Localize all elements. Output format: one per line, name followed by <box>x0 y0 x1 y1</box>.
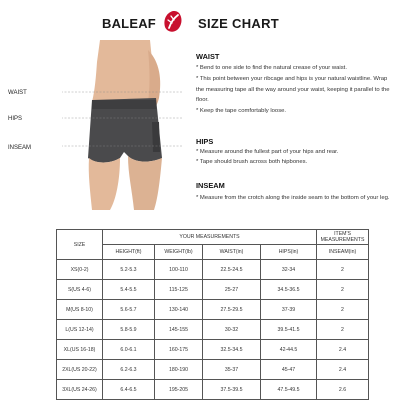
table-header-row <box>57 230 369 245</box>
table-cell: 6.2-6.3 <box>103 360 155 380</box>
table-cell: 27.5-29.5 <box>203 300 261 320</box>
table-cell: 2 <box>317 260 369 280</box>
table-cell: 42-44.5 <box>261 340 317 360</box>
baleaf-logo-icon <box>160 9 186 35</box>
waist-instruction: * Bend to one side to find the natural crease of your waist. <box>196 65 347 71</box>
size-cell: XS(0-2) <box>57 260 103 280</box>
table-cell: 100-110 <box>155 260 203 280</box>
photo-label-waist: WAIST <box>8 90 27 96</box>
table-row <box>57 260 369 280</box>
table-cell: 37.5-39.5 <box>203 380 261 400</box>
table-cell: 35-37 <box>203 360 261 380</box>
table-row <box>57 360 369 380</box>
table-cell: 2 <box>317 320 369 340</box>
size-cell: 2XL(US 20-22) <box>57 360 103 380</box>
waist-instruction: * This point between your ribcage and hips is your natural waistline. Wrap the measuring tape all the way around your waist, keeping it parallel to the floor. <box>196 76 390 104</box>
table-cell: 34.5-36.5 <box>261 280 317 300</box>
column-header: WAIST(in) <box>203 245 261 260</box>
table-cell: 25-27 <box>203 280 261 300</box>
photo-label-hips: HIPS <box>8 116 23 122</box>
inseam-title: INSEAM <box>196 181 225 190</box>
model-photo <box>62 40 192 210</box>
table-cell: 160-175 <box>155 340 203 360</box>
table-cell: 6.4-6.5 <box>103 380 155 400</box>
waist-title: WAIST <box>196 52 220 61</box>
header-size: SIZE <box>57 230 103 260</box>
table-cell: 2 <box>317 280 369 300</box>
table-cell: 2.4 <box>317 340 369 360</box>
table-cell: 37-39 <box>261 300 317 320</box>
column-header: INSEAM(in) <box>317 245 369 260</box>
table-cell: 5.8-5.9 <box>103 320 155 340</box>
waist-instruction: * Keep the tape comfortably loose. <box>196 108 287 114</box>
size-cell: S(US 4-6) <box>57 280 103 300</box>
page-title: SIZE CHART <box>198 16 279 31</box>
header-your-measurements: YOUR MEASUREMENTS <box>103 230 317 245</box>
table-row <box>57 320 369 340</box>
table-cell: 32-34 <box>261 260 317 280</box>
size-cell: L(US 12-14) <box>57 320 103 340</box>
table-cell: 145-155 <box>155 320 203 340</box>
header-items-measurements: ITEM'S MEASUREMENTS <box>317 230 369 245</box>
brand-name: BALEAF <box>102 16 156 31</box>
table-cell: 32.5-34.5 <box>203 340 261 360</box>
table-cell: 39.5-41.5 <box>261 320 317 340</box>
hips-instruction: * Tape should brush across both hipbones. <box>196 159 308 165</box>
table-row <box>57 280 369 300</box>
table-cell: 5.2-5.3 <box>103 260 155 280</box>
size-table <box>56 229 369 400</box>
table-cell: 45-47 <box>261 360 317 380</box>
inseam-instruction: * Measure from the crotch along the inside seam to the bottom of your leg. <box>196 195 390 201</box>
table-cell: 2.4 <box>317 360 369 380</box>
table-header-row <box>57 245 369 260</box>
column-header: HEIGHT(ft) <box>103 245 155 260</box>
hips-instruction: * Measure around the fullest part of your hips and rear. <box>196 149 339 155</box>
size-cell: 3XL(US 24-26) <box>57 380 103 400</box>
table-cell: 180-190 <box>155 360 203 380</box>
table-cell: 6.0-6.1 <box>103 340 155 360</box>
table-cell: 5.6-5.7 <box>103 300 155 320</box>
table-cell: 130-140 <box>155 300 203 320</box>
table-cell: 5.4-5.5 <box>103 280 155 300</box>
table-cell: 47.5-49.5 <box>261 380 317 400</box>
table-cell: 115-125 <box>155 280 203 300</box>
table-row <box>57 300 369 320</box>
size-cell: M(US 8-10) <box>57 300 103 320</box>
size-cell: XL(US 16-18) <box>57 340 103 360</box>
table-cell: 22.5-24.5 <box>203 260 261 280</box>
table-row <box>57 380 369 400</box>
photo-label-inseam: INSEAM <box>8 145 32 151</box>
table-cell: 30-32 <box>203 320 261 340</box>
column-header: WEIGHT(lb) <box>155 245 203 260</box>
hips-title: HIPS <box>196 137 214 146</box>
table-cell: 2.6 <box>317 380 369 400</box>
table-cell: 195-205 <box>155 380 203 400</box>
table-row <box>57 340 369 360</box>
table-cell: 2 <box>317 300 369 320</box>
column-header: HIPS(in) <box>261 245 317 260</box>
